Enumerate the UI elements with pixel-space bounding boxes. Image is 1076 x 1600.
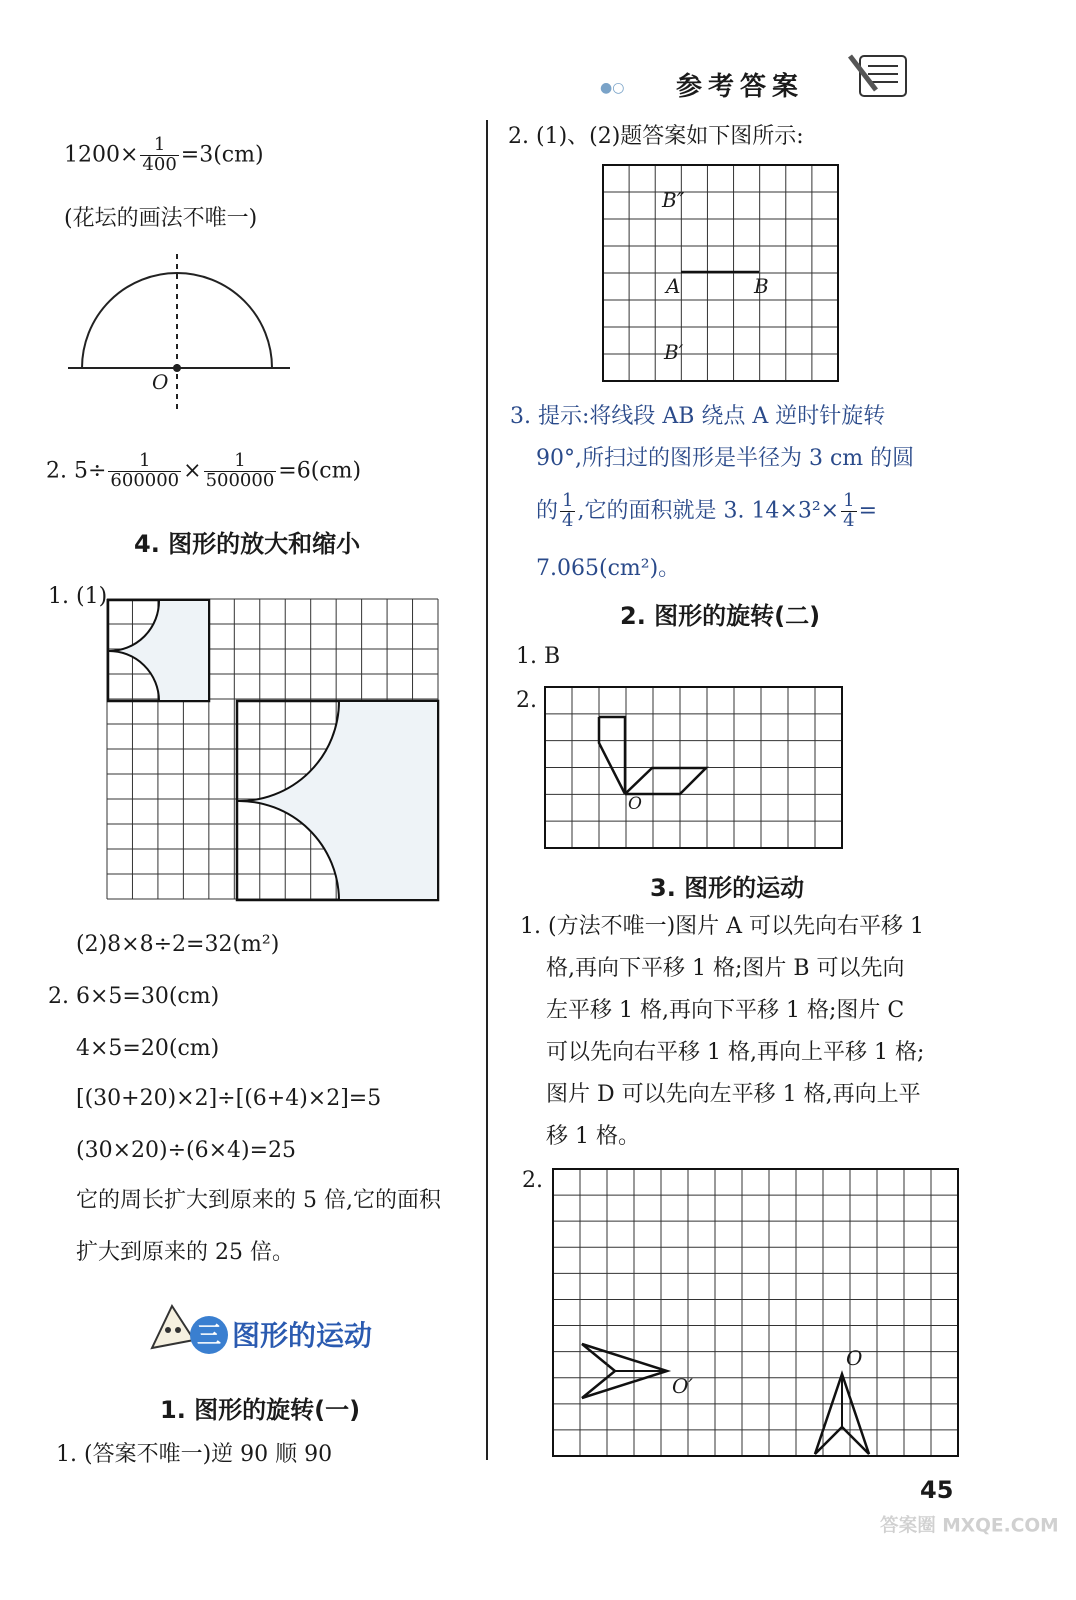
label-a: A [666, 274, 681, 298]
section3-title: 3. 图形的运动 [650, 874, 805, 902]
q1-line-6: 移 1 格。 [546, 1124, 640, 1149]
label-o2: O [846, 1346, 863, 1370]
q1-line-4: 可以先向右平移 1 格,再向上平移 1 格; [546, 1040, 925, 1065]
note-flowerbed: (花坛的画法不唯一) [64, 206, 258, 231]
q1-line-2: 格,再向下平移 1 格;图片 B 可以先向 [546, 956, 905, 981]
q2-line-5: 它的周长扩大到原来的 5 倍,它的面积 [76, 1188, 441, 1213]
watermark: 答案圈 MXQE.COM [880, 1514, 1059, 1537]
q2-line-1: 2. 6×5=30(cm) [48, 984, 220, 1009]
q1-1-label: 1. (1) [48, 584, 108, 609]
rotation-grid-1 [602, 164, 840, 384]
q3-line-4: 7.065(cm²)。 [536, 556, 681, 581]
eq-2: 2. 5÷ $\frac{1}{600000}$ × $\frac{1}{500000}$ =6(cm) [46, 450, 362, 491]
q1-line-3: 左平移 1 格,再向下平移 1 格;图片 C [546, 998, 905, 1023]
q1-b: 1. B [516, 644, 561, 669]
q1-line-5: 图片 D 可以先向左平移 1 格,再向上平 [546, 1082, 921, 1107]
q2-line-4: (30×20)÷(6×4)=25 [76, 1138, 297, 1163]
eq-1200: 1200× $\frac{1}{400}$ =3(cm) [64, 134, 264, 175]
q1-2: (2)8×8÷2=32(m²) [76, 932, 280, 957]
header-title: 参考答案 [676, 72, 805, 102]
enlarge-grid [106, 598, 440, 902]
label-o-prime: O′ [672, 1374, 693, 1398]
q1-answer: 1. (答案不唯一)逆 90 顺 90 [56, 1442, 333, 1467]
label-b-prime: B′ [664, 340, 684, 364]
q2-intro: 2. (1)、(2)题答案如下图所示: [508, 124, 804, 149]
section2-title: 2. 图形的旋转(二) [620, 602, 821, 630]
page-number: 45 [920, 1476, 954, 1504]
unit-badge: 三 [190, 1316, 228, 1354]
semicircle-figure [60, 250, 300, 420]
rotation-grid-2 [544, 686, 844, 850]
q1-line-1: 1. (方法不唯一)图片 A 可以先向右平移 1 [520, 914, 925, 939]
q2-line-6: 扩大到原来的 25 倍。 [76, 1240, 294, 1265]
label-b: B [754, 274, 769, 298]
section4-title: 4. 图形的放大和缩小 [134, 530, 361, 558]
section1-title: 1. 图形的旋转(一) [160, 1396, 361, 1424]
q2-line-3: [(30+20)×2]÷[(6+4)×2]=5 [76, 1086, 382, 1111]
motion-grid [552, 1168, 960, 1458]
q3-line-2: 90°,所扫过的图形是半径为 3 cm 的圆 [536, 446, 915, 471]
q3-line-1: 3. 提示:将线段 AB 绕点 A 逆时针旋转 [510, 404, 886, 429]
q2b-label: 2. [522, 1168, 543, 1193]
header-dots: ●○ [600, 80, 625, 96]
unit-title: 图形的运动 [232, 1319, 373, 1352]
q2-label: 2. [516, 688, 537, 713]
scroll-pen-icon [846, 50, 912, 102]
rot-label-o: O [628, 794, 642, 814]
q3-line-3: 的 $\frac{1}{4}$ ,它的面积就是 3. 14×3²× $\frac{1}{4}$ = [536, 490, 878, 531]
q2-line-2: 4×5=20(cm) [76, 1036, 220, 1061]
column-divider [486, 120, 488, 1460]
label-o: O [152, 370, 169, 394]
label-b-double-prime: B″ [662, 188, 685, 212]
